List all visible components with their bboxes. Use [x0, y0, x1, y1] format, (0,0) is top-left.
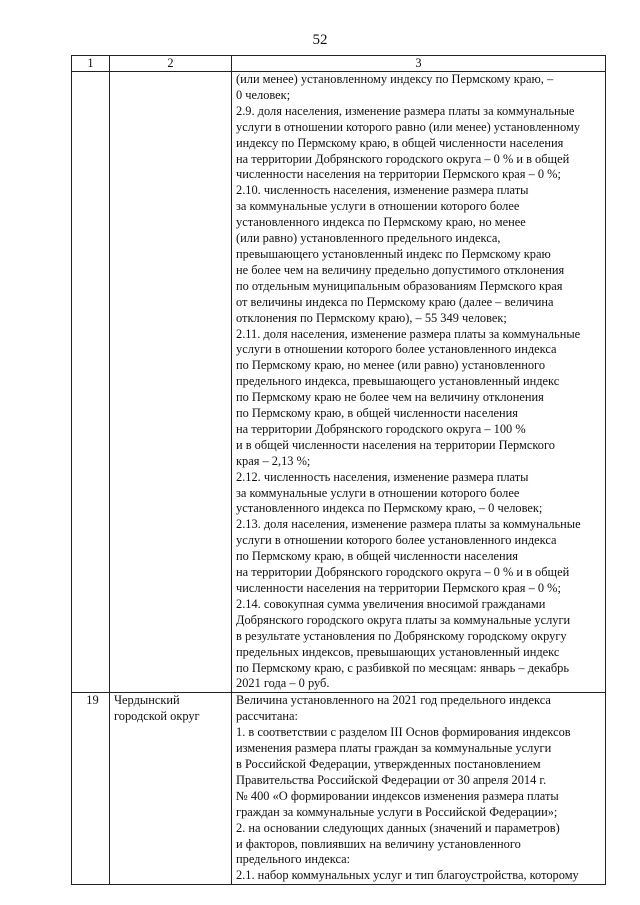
- text-line: численности населения на территории Пермского края – 0 %;: [236, 581, 561, 595]
- text-line: за коммунальные услуги в отношении которого более: [236, 199, 520, 214]
- text-line: 2. на основании следующих данных (значений и параметров): [236, 820, 560, 835]
- text-line: отклонения по Пермскому краю), – 55 349 человек;: [236, 310, 507, 325]
- text-line: рассчитана:: [236, 709, 298, 724]
- row-name-cell: [110, 72, 232, 693]
- text-line: Величина установленного на 2021 год предельного индекса: [236, 693, 551, 708]
- text-line: численности населения на территории Пермского края – 0 %;: [236, 167, 561, 182]
- text-line: услуги в отношении которого более установленного индекса: [236, 533, 557, 548]
- text-line: в Российской Федерации, утвержденных постановлением: [236, 756, 541, 771]
- text-line: индексу по Пермскому краю, в общей численности населения: [236, 135, 564, 150]
- text-line: и факторов, повлиявших на величину установленного: [236, 836, 521, 851]
- text-line: предельного индекса, превышающего установленный индекс: [236, 374, 560, 389]
- text-line: услуги в отношении которого более установленного индекса: [236, 342, 557, 357]
- text-line: по отдельным муниципальным образованиям Пермского края: [236, 278, 563, 293]
- text-line: установленного индекса по Пермскому краю, – 0 человек;: [236, 501, 543, 516]
- text-line: граждан за коммунальные услуги в Российской Федерации»;: [236, 804, 558, 819]
- text-line: изменения размера платы граждан за коммунальные услуги: [236, 741, 552, 756]
- document-table: [71, 55, 606, 885]
- text-line: (или равно) установленного предельного индекса,: [236, 231, 501, 246]
- text-line: услуги в отношении которого равно (или менее) установленному: [236, 119, 581, 134]
- text-line: предельных индексов, превышающих установленный индекс: [236, 644, 560, 659]
- text-line: 2.9. доля населения, изменение размера платы за коммунальные: [236, 103, 575, 118]
- column-header-1: 1: [72, 56, 110, 72]
- text-line: 2.1. набор коммунальных услуг и тип благоустройства, которому: [236, 868, 579, 883]
- row-content-cell: [232, 693, 606, 885]
- column-header-2: 2: [110, 56, 232, 72]
- text-line: края – 2,13 %;: [236, 453, 311, 468]
- table-row: [72, 693, 606, 885]
- text-line: по Пермскому краю, в общей численности населения: [236, 406, 518, 421]
- text-line: превышающего установленный индекс по Пермскому краю: [236, 246, 551, 261]
- table-row: [72, 72, 606, 693]
- text-line: 2.13. доля населения, изменение размера платы за коммунальные: [236, 517, 581, 532]
- text-line: установленного индекса по Пермскому краю, но менее: [236, 215, 526, 230]
- text-line: на территории Добрянского городского округа – 0 % и в общей: [236, 565, 570, 580]
- text-line: Добрянского городского округа платы за коммунальные услуги: [236, 612, 571, 627]
- text-line: за коммунальные услуги в отношении которого более: [236, 485, 520, 500]
- text-line: 2.14. совокупная сумма увеличения вносимой гражданами: [236, 596, 546, 611]
- text-line: 2.12. численность населения, изменение размера платы: [236, 469, 529, 484]
- text-line: 2.10. численность населения, изменение размера платы: [236, 183, 529, 198]
- text-line: на территории Добрянского городского округа – 0 % и в общей: [236, 151, 570, 166]
- text-line: по Пермскому краю не более чем на величину отклонения: [236, 390, 544, 405]
- column-header-3: 3: [232, 56, 606, 72]
- row-name-cell: Чердынский городской округ: [110, 693, 232, 885]
- text-line: по Пермскому краю, в общей численности населения: [236, 549, 518, 564]
- text-line: Правительства Российской Федерации от 30 апреля 2014 г.: [236, 772, 547, 787]
- row-number-cell: [72, 72, 110, 693]
- text-line: 1. в соответствии с разделом III Основ формирования индексов: [236, 725, 571, 740]
- text-line: в результате установления по Добрянскому городскому округу: [236, 628, 567, 643]
- page-number: 52: [312, 32, 328, 48]
- row-number-cell: 19: [72, 693, 110, 885]
- table-header-row: [72, 56, 606, 72]
- text-line: не более чем на величину предельно допустимого отклонения: [236, 262, 565, 277]
- text-line: и в общей численности населения на территории Пермского: [236, 437, 555, 452]
- text-line: по Пермскому краю, но менее (или равно) установленного: [236, 358, 546, 373]
- text-line: по Пермскому краю, с разбивкой по месяцам: январь – декабрь: [236, 660, 569, 675]
- text-line: 2021 года – 0 руб.: [236, 676, 330, 691]
- text-line: № 400 «О формировании индексов изменения размера платы: [236, 788, 559, 803]
- row-content-cell: [232, 72, 606, 693]
- text-line: от величины индекса по Пермскому краю (далее – величина: [236, 294, 554, 309]
- text-line: 2.11. доля населения, изменение размера платы за коммунальные: [236, 326, 581, 341]
- text-line: предельного индекса:: [236, 852, 351, 867]
- text-line: (или менее) установленному индексу по Пермскому краю, –: [236, 72, 554, 86]
- text-line: 0 человек;: [236, 87, 291, 102]
- text-line: на территории Добрянского городского округа – 100 %: [236, 421, 526, 436]
